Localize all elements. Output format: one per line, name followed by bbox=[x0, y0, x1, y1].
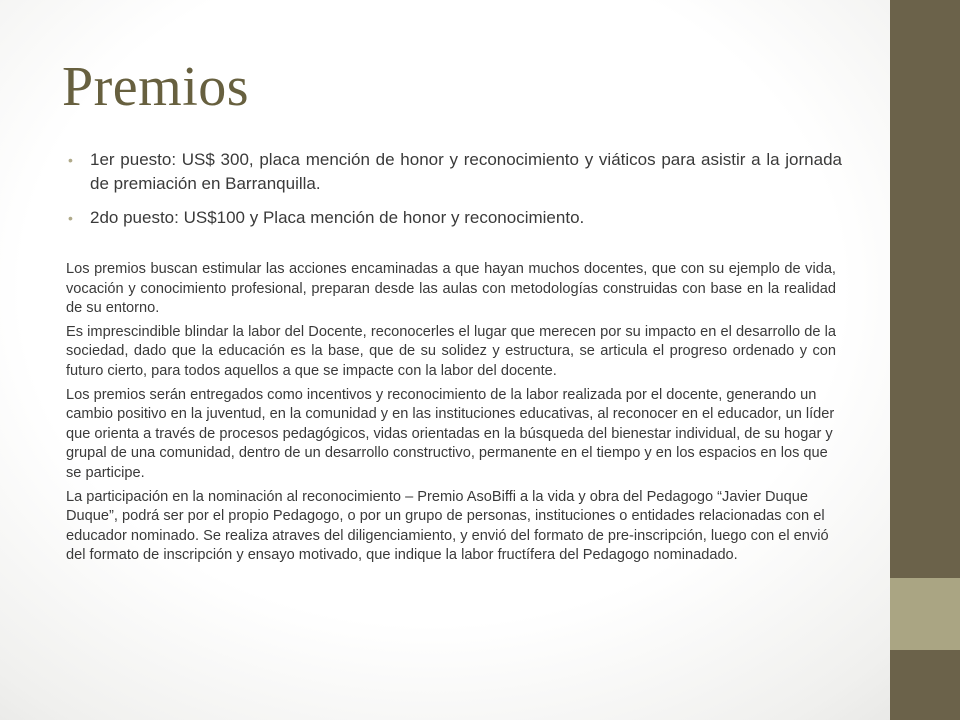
bullet-text: 2do puesto: US$100 y Placa mención de honor y reconocimiento. bbox=[90, 208, 585, 227]
paragraph-incentives: Los premios serán entregados como incentivos y reconocimiento de la labor realizada por el docente, generando un cambio positivo en la juventud, en la comunidad y en las instituciones educativas, al reconocer en el educador, un líder que orienta a través de procesos pedagógicos, vidas orientadas en la búsqueda del bienestar individual, de su hogar y grupal de una comunidad, dentro de un desarrollo constructivo, permanente en el tiempo y en los espacios en los que se participe. bbox=[66, 386, 835, 481]
slide-title: Premios bbox=[62, 56, 250, 118]
body-text bbox=[66, 260, 836, 570]
sidebar-decoration-light bbox=[890, 578, 960, 650]
bullet-dot-icon: • bbox=[68, 210, 73, 226]
paragraph-participation: La participación en la nominación al reconocimiento – Premio AsoBiffi a la vida y obra del Pedagogo “Javier Duque Duque”, podrá ser por el propio Pedagogo, o por un grupo de personas, instituciones o entidades relacionadas con el educador nominado. Se realiza atraves del diligenciamiento, y envió del formato de pre-inscripción, luego con el envió del formato de inscripción y ensayo motivado, que indique la labor fructífera del Pedagogo nominadado. bbox=[66, 488, 829, 564]
bullet-text: 1er puesto: US$ 300, placa mención de honor y reconocimiento y viáticos para asistir a la jornada de premiación en Barranquilla. bbox=[90, 150, 842, 193]
paragraph-purpose: Los premios buscan estimular las acciones encaminadas a que hayan muchos docentes, que con su ejemplo de vida, vocación y conocimiento profesional, preparan desde las aulas con metodologías construidas con base en la realidad de su entorno. bbox=[66, 261, 836, 317]
bullet-item bbox=[62, 206, 842, 230]
bullet-list bbox=[62, 148, 842, 240]
paragraph-importance: Es imprescindible blindar la labor del Docente, reconocerles el lugar que merecen por su impacto en el desarrollo de la sociedad, dado que la educación es la base, que de su solidez y estructura, se articula el progreso ordenado y con futuro cierto, para todos aquellos a que se impacte con la labor del docente. bbox=[66, 323, 836, 379]
bullet-item bbox=[62, 148, 842, 196]
bullet-dot-icon: • bbox=[68, 152, 73, 168]
